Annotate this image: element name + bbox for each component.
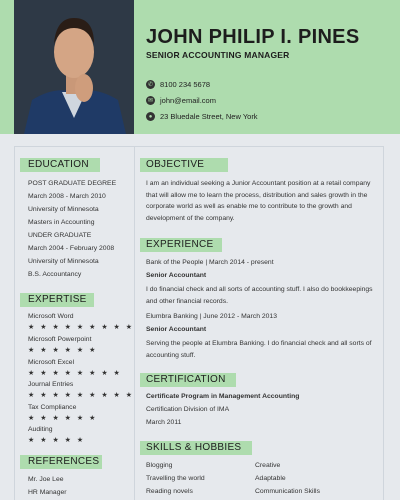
references-heading: REFERENCES [20,455,102,469]
job-role: Senior Accountant [146,326,207,333]
skills-heading: SKILLS & HOBBIES [140,441,252,455]
job-description: I do financial check and all sorts of accounting stuff. I also do bookkeepings and other financial records. [146,286,373,305]
skill-item: Communication Skills [255,488,320,495]
education-heading: EDUCATION [20,158,100,172]
location-icon: ● [146,112,155,121]
skill-item: Creative [255,462,281,469]
education-dates: March 2004 - February 2008 [28,245,115,252]
reference-role: HR Manager [28,489,67,496]
certification-date: March 2011 [146,419,182,426]
skill-rating-stars: ★ ★ ★ ★ ★ ★ [28,347,98,354]
objective-heading: OBJECTIVE [140,158,228,172]
skill-rating-stars: ★ ★ ★ ★ ★ ★ [28,415,98,422]
email-icon: ✉ [147,98,154,104]
skill-rating-stars: ★ ★ ★ ★ ★ ★ ★ ★ ★ [28,392,135,399]
education-degree: POST GRADUATE DEGREE [28,180,117,187]
profile-photo [14,0,134,134]
certification-heading: CERTIFICATION [140,373,236,387]
expertise-skill: Microsoft Word [28,313,74,320]
phone-text: 8100 234 5678 [160,80,211,89]
phone-icon: ✆ [147,82,154,88]
experience-heading: EXPERIENCE [140,238,222,252]
column-divider [134,146,135,500]
contact-email [146,96,216,105]
contact-phone [146,80,210,89]
skill-rating-stars: ★ ★ ★ ★ ★ ★ ★ ★ ★ [28,324,135,331]
contact-address [146,112,258,121]
expertise-skill: Journal Entries [28,381,74,388]
job-role: Senior Accountant [146,272,207,279]
hobby-item: Blogging [146,462,173,469]
education-field: Masters in Accounting [28,219,95,226]
expertise-skill: Microsoft Powerpoint [28,336,92,343]
education-dates: March 2008 - March 2010 [28,193,106,200]
education-field: B.S. Accountancy [28,271,82,278]
hobby-item: Travelling the world [146,475,205,482]
education-degree: UNDER GRADUATE [28,232,92,239]
education-school: University of Minnesota [28,258,99,265]
reference-name: Mr. Joe Lee [28,476,64,483]
job-company: Bank of the People | March 2014 - present [146,259,274,266]
hobby-item: Reading novels [146,488,193,495]
job-company: Elumbra Banking | June 2012 - March 2013 [146,313,277,320]
email-text: john@email.com [160,96,216,105]
skill-rating-stars: ★ ★ ★ ★ ★ ★ ★ ★ [28,370,122,377]
expertise-skill: Tax Compliance [28,404,77,411]
objective-text: I am an individual seeking a Junior Accountant position at a retail company that will allow me to learn the process, distribution and sales growth in the corporate world as well as enable me to contribute to the growth and development of the company. [146,180,371,222]
certification-org: Certification Division of IMA [146,406,230,413]
expertise-skill: Auditing [28,426,53,433]
expertise-skill: Microsoft Excel [28,359,75,366]
person-name: JOHN PHILIP I. PINES [146,26,360,48]
job-title: SENIOR ACCOUNTING MANAGER [146,50,290,60]
certification-title: Certificate Program in Management Accounting [146,393,300,400]
job-description: Serving the people at Elumbra Banking. I do financial check and all sorts of accounting stuff. [146,340,372,359]
skill-item: Adaptable [255,475,286,482]
expertise-heading: EXPERTISE [20,293,94,307]
education-school: University of Minnesota [28,206,99,213]
skill-rating-stars: ★ ★ ★ ★ ★ [28,437,86,444]
address-text: 23 Bluedale Street, New York [160,112,258,121]
